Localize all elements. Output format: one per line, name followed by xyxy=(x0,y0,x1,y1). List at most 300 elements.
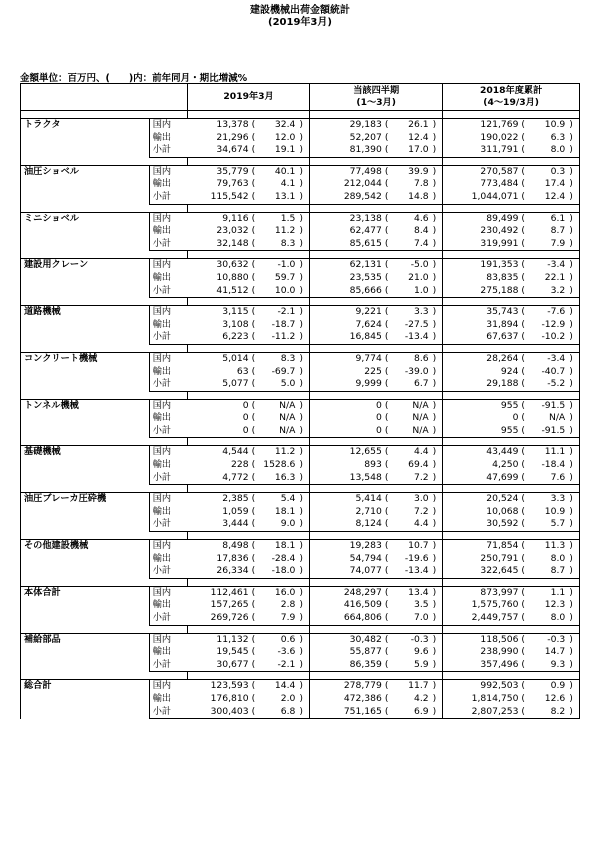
amount-value: 319,991 xyxy=(443,238,519,251)
amount-value: 4,772 xyxy=(188,472,249,485)
spacer-cell xyxy=(188,532,310,540)
change-value: 3.3 xyxy=(393,306,433,319)
row-label: 国内 xyxy=(149,119,187,132)
paren-close: ) xyxy=(433,706,443,719)
change-value: 8.0 xyxy=(530,144,570,157)
paren-close: ) xyxy=(299,565,309,578)
category-name: コンクリート機械 xyxy=(21,352,150,391)
paren-close: ) xyxy=(433,693,443,706)
table-row xyxy=(21,119,580,132)
amount-value: 23,535 xyxy=(349,271,382,283)
paren-close: ) xyxy=(299,331,309,344)
amount-value: 13,378 xyxy=(188,119,249,132)
paren-close: ) xyxy=(569,331,579,344)
paren-close: ) xyxy=(299,212,309,225)
paren-close: ) xyxy=(569,259,579,272)
spacer-row xyxy=(21,157,580,165)
change-value: 14.4 xyxy=(260,680,300,693)
row-label: 輸出 xyxy=(152,459,172,471)
change-value: -7.6 xyxy=(530,306,570,319)
spacer-row xyxy=(21,391,580,399)
paren-close: ) xyxy=(569,366,579,379)
change-value: -18.0 xyxy=(260,565,300,578)
amount-value: 16,845 xyxy=(310,331,382,344)
paren-open: ( xyxy=(382,119,393,132)
spacer-cell xyxy=(310,157,443,165)
paren-close: ) xyxy=(569,706,579,719)
amount-value: 0 xyxy=(375,412,382,424)
amount-value: 955 xyxy=(443,399,519,412)
table-row xyxy=(21,680,580,693)
paren-close: ) xyxy=(569,285,579,298)
paren-close: ) xyxy=(569,412,579,425)
row-label: 国内 xyxy=(149,306,187,319)
change-value: 6.3 xyxy=(550,131,566,143)
paren-close: ) xyxy=(299,165,309,178)
change-value: 19.1 xyxy=(260,144,300,157)
paren-open: ( xyxy=(382,446,393,459)
change-value: 9.6 xyxy=(414,646,429,658)
paren-close: ) xyxy=(433,225,443,238)
paren-close: ) xyxy=(569,319,579,332)
paren-close: ) xyxy=(299,506,309,519)
change-value: -28.4 xyxy=(271,552,296,564)
header-col-fiscal: 2018年度累計 (4～19/3月) xyxy=(443,84,580,111)
row-label: 国内 xyxy=(149,399,187,412)
paren-open: ( xyxy=(382,352,393,365)
paren-open: ( xyxy=(518,633,529,646)
paren-open: ( xyxy=(251,131,256,143)
paren-close: ) xyxy=(569,680,579,693)
row-label: 小計 xyxy=(149,472,187,485)
table-row xyxy=(21,633,580,646)
paren-open: ( xyxy=(249,259,260,272)
row-label: 国内 xyxy=(149,212,187,225)
paren-close: ) xyxy=(433,144,443,157)
amount-value: 1,575,760 xyxy=(471,599,519,611)
change-value: 7.4 xyxy=(393,238,433,251)
paren-open: ( xyxy=(382,425,393,438)
paren-close: ) xyxy=(569,472,579,485)
paren-close: ) xyxy=(433,165,443,178)
paren-close: ) xyxy=(299,599,309,612)
amount-value: 8,124 xyxy=(310,518,382,531)
row-label: 輸出 xyxy=(152,318,172,330)
paren-close: ) xyxy=(569,493,579,506)
amount-value: 0 xyxy=(310,425,382,438)
amount-value: 9,774 xyxy=(310,352,382,365)
spacer-row xyxy=(21,251,580,259)
amount-value: 250,791 xyxy=(480,552,519,564)
paren-open: ( xyxy=(249,706,260,719)
paren-close: ) xyxy=(569,693,579,706)
row-label: 小計 xyxy=(149,378,187,391)
amount-value: 300,403 xyxy=(188,706,249,719)
spacer-cell xyxy=(310,532,443,540)
row-label: 小計 xyxy=(149,285,187,298)
paren-close: ) xyxy=(569,425,579,438)
table-row xyxy=(21,165,580,178)
change-value: 5.9 xyxy=(393,659,433,672)
paren-close: ) xyxy=(433,331,443,344)
paren-close: ) xyxy=(569,599,579,612)
change-value: -12.9 xyxy=(541,318,566,330)
paren-close: ) xyxy=(299,352,309,365)
paren-open: ( xyxy=(382,565,393,578)
paren-open: ( xyxy=(249,586,260,599)
amount-value: 0 xyxy=(188,425,249,438)
category-name: 油圧ショベル xyxy=(21,165,150,204)
paren-close: ) xyxy=(569,212,579,225)
amount-value: 17,836 xyxy=(216,552,249,564)
amount-value: 472,386 xyxy=(343,692,382,704)
amount-value: 5,014 xyxy=(188,352,249,365)
spacer-cell xyxy=(188,625,310,633)
paren-close: ) xyxy=(299,586,309,599)
paren-open: ( xyxy=(382,378,393,391)
paren-open: ( xyxy=(518,285,529,298)
amount-value: 275,188 xyxy=(443,285,519,298)
paren-open: ( xyxy=(521,552,526,564)
amount-value: 7,624 xyxy=(355,318,382,330)
change-value: 8.6 xyxy=(393,352,433,365)
spacer-cell xyxy=(21,204,188,212)
spacer-cell xyxy=(21,625,188,633)
paren-open: ( xyxy=(382,706,393,719)
amount-value: 85,666 xyxy=(310,285,382,298)
row-label: 国内 xyxy=(149,446,187,459)
change-value: 16.3 xyxy=(260,472,300,485)
change-value: 5.4 xyxy=(260,493,300,506)
spacer-cell xyxy=(310,204,443,212)
change-value: 11.1 xyxy=(530,446,570,459)
change-value: 13.4 xyxy=(393,586,433,599)
paren-close: ) xyxy=(299,319,309,332)
amount-value: 4,250 xyxy=(492,459,519,471)
paren-open: ( xyxy=(249,472,260,485)
paren-open: ( xyxy=(251,552,256,564)
paren-open: ( xyxy=(251,692,256,704)
amount-value: 52,207 xyxy=(349,131,382,143)
spacer-cell xyxy=(188,157,310,165)
paren-close: ) xyxy=(569,144,579,157)
paren-open: ( xyxy=(384,271,389,283)
change-value: 3.0 xyxy=(393,493,433,506)
paren-open: ( xyxy=(251,412,256,424)
change-value: N/A xyxy=(279,412,296,424)
amount-value: 77,498 xyxy=(310,165,382,178)
amount-value: 664,806 xyxy=(310,612,382,625)
spacer-cell xyxy=(21,111,188,119)
row-label: 小計 xyxy=(149,518,187,531)
change-value: -13.4 xyxy=(393,565,433,578)
paren-open: ( xyxy=(521,505,526,517)
spacer-cell xyxy=(188,578,310,586)
change-value: 8.7 xyxy=(530,565,570,578)
paren-open: ( xyxy=(518,191,529,204)
paren-open: ( xyxy=(518,399,529,412)
paren-open: ( xyxy=(382,612,393,625)
amount-value: 10,880 xyxy=(216,271,249,283)
amount-value: 992,503 xyxy=(443,680,519,693)
amount-value: 0 xyxy=(310,399,382,412)
row-label: 小計 xyxy=(149,706,187,719)
category-name: 本体合計 xyxy=(21,586,150,625)
spacer-cell xyxy=(188,204,310,212)
paren-open: ( xyxy=(249,680,260,693)
paren-close: ) xyxy=(569,633,579,646)
paren-open: ( xyxy=(249,238,260,251)
paren-open: ( xyxy=(249,493,260,506)
amount-value: 751,165 xyxy=(310,706,382,719)
change-value: 10.9 xyxy=(544,505,566,517)
paren-close: ) xyxy=(299,144,309,157)
row-label: 国内 xyxy=(149,586,187,599)
paren-close: ) xyxy=(569,272,579,285)
spacer-cell xyxy=(443,251,580,259)
amount-value: 118,506 xyxy=(443,633,519,646)
change-value: 5.7 xyxy=(530,518,570,531)
change-value: 7.6 xyxy=(530,472,570,485)
amount-value: 238,990 xyxy=(480,646,519,658)
amount-value: 35,743 xyxy=(443,306,519,319)
change-value: 69.4 xyxy=(408,459,429,471)
change-value: 39.9 xyxy=(393,165,433,178)
spacer-cell xyxy=(188,251,310,259)
change-value: 7.2 xyxy=(414,505,429,517)
amount-value: 35,779 xyxy=(188,165,249,178)
row-label: 国内 xyxy=(149,352,187,365)
paren-open: ( xyxy=(384,552,389,564)
amount-value: 83,835 xyxy=(486,271,519,283)
paren-close: ) xyxy=(433,540,443,553)
paren-close: ) xyxy=(299,472,309,485)
amount-value: 41,512 xyxy=(188,285,249,298)
amount-value: 19,545 xyxy=(216,646,249,658)
paren-close: ) xyxy=(299,646,309,659)
spacer-cell xyxy=(443,672,580,680)
paren-open: ( xyxy=(521,318,526,330)
paren-close: ) xyxy=(433,191,443,204)
paren-open: ( xyxy=(382,633,393,646)
spacer-cell xyxy=(188,111,310,119)
paren-close: ) xyxy=(569,459,579,472)
spacer-cell xyxy=(443,625,580,633)
row-label: 小計 xyxy=(149,612,187,625)
amount-value: 228 xyxy=(231,459,249,471)
paren-close: ) xyxy=(299,259,309,272)
change-value: -2.1 xyxy=(260,659,300,672)
paren-open: ( xyxy=(382,331,393,344)
change-value: 21.0 xyxy=(408,271,429,283)
paren-close: ) xyxy=(299,633,309,646)
paren-close: ) xyxy=(569,165,579,178)
amount-value: 248,297 xyxy=(310,586,382,599)
paren-open: ( xyxy=(384,318,389,330)
paren-close: ) xyxy=(299,238,309,251)
change-value: 10.9 xyxy=(530,119,570,132)
change-value: 59.7 xyxy=(274,271,296,283)
change-value: 6.8 xyxy=(260,706,300,719)
change-value: 8.2 xyxy=(530,706,570,719)
paren-open: ( xyxy=(382,659,393,672)
category-name: ミニショベル xyxy=(21,212,150,251)
paren-open: ( xyxy=(249,212,260,225)
paren-close: ) xyxy=(433,259,443,272)
row-label: 国内 xyxy=(149,540,187,553)
amount-value: 176,810 xyxy=(210,692,249,704)
spacer-cell xyxy=(21,157,188,165)
change-value: -3.6 xyxy=(277,646,296,658)
paren-open: ( xyxy=(249,399,260,412)
amount-value: 1,044,071 xyxy=(443,191,519,204)
paren-close: ) xyxy=(433,306,443,319)
change-value: N/A xyxy=(393,399,433,412)
table-row xyxy=(21,493,580,506)
paren-close: ) xyxy=(569,540,579,553)
paren-close: ) xyxy=(569,565,579,578)
paren-close: ) xyxy=(299,306,309,319)
amount-value: 289,542 xyxy=(310,191,382,204)
paren-open: ( xyxy=(382,586,393,599)
amount-value: 311,791 xyxy=(443,144,519,157)
paren-close: ) xyxy=(433,518,443,531)
amount-value: 893 xyxy=(364,459,382,471)
row-label: 国内 xyxy=(149,633,187,646)
change-value: 12.4 xyxy=(408,131,429,143)
paren-open: ( xyxy=(382,680,393,693)
paren-open: ( xyxy=(518,706,529,719)
paren-close: ) xyxy=(433,599,443,612)
spacer-cell xyxy=(443,157,580,165)
row-label: 小計 xyxy=(149,425,187,438)
amount-value: 357,496 xyxy=(443,659,519,672)
spacer-cell xyxy=(310,625,443,633)
paren-close: ) xyxy=(433,493,443,506)
paren-close: ) xyxy=(433,446,443,459)
paren-open: ( xyxy=(382,540,393,553)
change-value: 7.8 xyxy=(414,178,429,190)
change-value: 4.6 xyxy=(393,212,433,225)
paren-close: ) xyxy=(433,366,443,379)
paren-open: ( xyxy=(382,306,393,319)
change-value: -3.4 xyxy=(530,352,570,365)
paren-open: ( xyxy=(251,178,256,190)
row-label: 小計 xyxy=(149,144,187,157)
category-name: 道路機械 xyxy=(21,306,150,345)
change-value: 4.2 xyxy=(414,692,429,704)
amount-value: 9,999 xyxy=(310,378,382,391)
amount-value: 1,059 xyxy=(222,505,249,517)
paren-open: ( xyxy=(384,412,389,424)
change-value: 14.8 xyxy=(393,191,433,204)
amount-value: 270,587 xyxy=(443,165,519,178)
amount-value: 230,492 xyxy=(480,225,519,237)
paren-close: ) xyxy=(569,306,579,319)
paren-open: ( xyxy=(521,692,526,704)
row-label: 国内 xyxy=(149,165,187,178)
row-label: 小計 xyxy=(149,331,187,344)
row-label: 国内 xyxy=(149,259,187,272)
paren-close: ) xyxy=(433,285,443,298)
table-row xyxy=(21,352,580,365)
spacer-cell xyxy=(443,111,580,119)
table-row xyxy=(21,212,580,225)
paren-open: ( xyxy=(249,331,260,344)
amount-value: 157,265 xyxy=(210,599,249,611)
row-label: 輸出 xyxy=(152,225,172,237)
paren-open: ( xyxy=(251,365,256,377)
paren-open: ( xyxy=(249,165,260,178)
change-value: 12.6 xyxy=(544,692,566,704)
change-value: 4.4 xyxy=(393,446,433,459)
paren-open: ( xyxy=(518,165,529,178)
amount-value: 34,674 xyxy=(188,144,249,157)
amount-value: 4,544 xyxy=(188,446,249,459)
spacer-row xyxy=(21,111,580,119)
amount-value: 28,264 xyxy=(443,352,519,365)
paren-open: ( xyxy=(382,212,393,225)
paren-close: ) xyxy=(299,412,309,425)
row-label: 輸出 xyxy=(152,365,172,377)
paren-close: ) xyxy=(299,399,309,412)
spacer-row xyxy=(21,578,580,586)
paren-open: ( xyxy=(518,472,529,485)
amount-value: 416,509 xyxy=(343,599,382,611)
amount-value: 32,148 xyxy=(188,238,249,251)
row-label: 輸出 xyxy=(152,131,172,143)
paren-close: ) xyxy=(299,706,309,719)
change-value: 3.2 xyxy=(530,285,570,298)
paren-close: ) xyxy=(433,612,443,625)
amount-value: 89,499 xyxy=(443,212,519,225)
amount-value: 19,283 xyxy=(310,540,382,553)
change-value: -3.4 xyxy=(530,259,570,272)
spacer-cell xyxy=(188,344,310,352)
change-value: 12.0 xyxy=(274,131,296,143)
spacer-cell xyxy=(21,391,188,399)
spacer-cell xyxy=(21,672,188,680)
amount-value: 71,854 xyxy=(443,540,519,553)
paren-close: ) xyxy=(299,493,309,506)
change-value: 4.1 xyxy=(280,178,296,190)
change-value: 10.0 xyxy=(260,285,300,298)
paren-close: ) xyxy=(569,518,579,531)
row-label: 輸出 xyxy=(152,271,172,283)
paren-close: ) xyxy=(299,191,309,204)
amount-value: 3,444 xyxy=(188,518,249,531)
row-label: 輸出 xyxy=(152,505,172,517)
paren-close: ) xyxy=(433,680,443,693)
change-value: 3.3 xyxy=(530,493,570,506)
paren-close: ) xyxy=(299,378,309,391)
row-label: 国内 xyxy=(149,493,187,506)
amount-value: 121,769 xyxy=(443,119,519,132)
change-value: -1.0 xyxy=(260,259,300,272)
header-blank xyxy=(21,84,188,111)
spacer-cell xyxy=(310,672,443,680)
change-value: 7.9 xyxy=(260,612,300,625)
amount-value: 54,794 xyxy=(349,552,382,564)
paren-close: ) xyxy=(569,659,579,672)
paren-close: ) xyxy=(299,459,309,472)
amount-value: 191,353 xyxy=(443,259,519,272)
amount-value: 9,221 xyxy=(310,306,382,319)
change-value: 6.1 xyxy=(530,212,570,225)
amount-value: 955 xyxy=(443,425,519,438)
amount-value: 23,032 xyxy=(216,225,249,237)
row-label: 小計 xyxy=(149,659,187,672)
